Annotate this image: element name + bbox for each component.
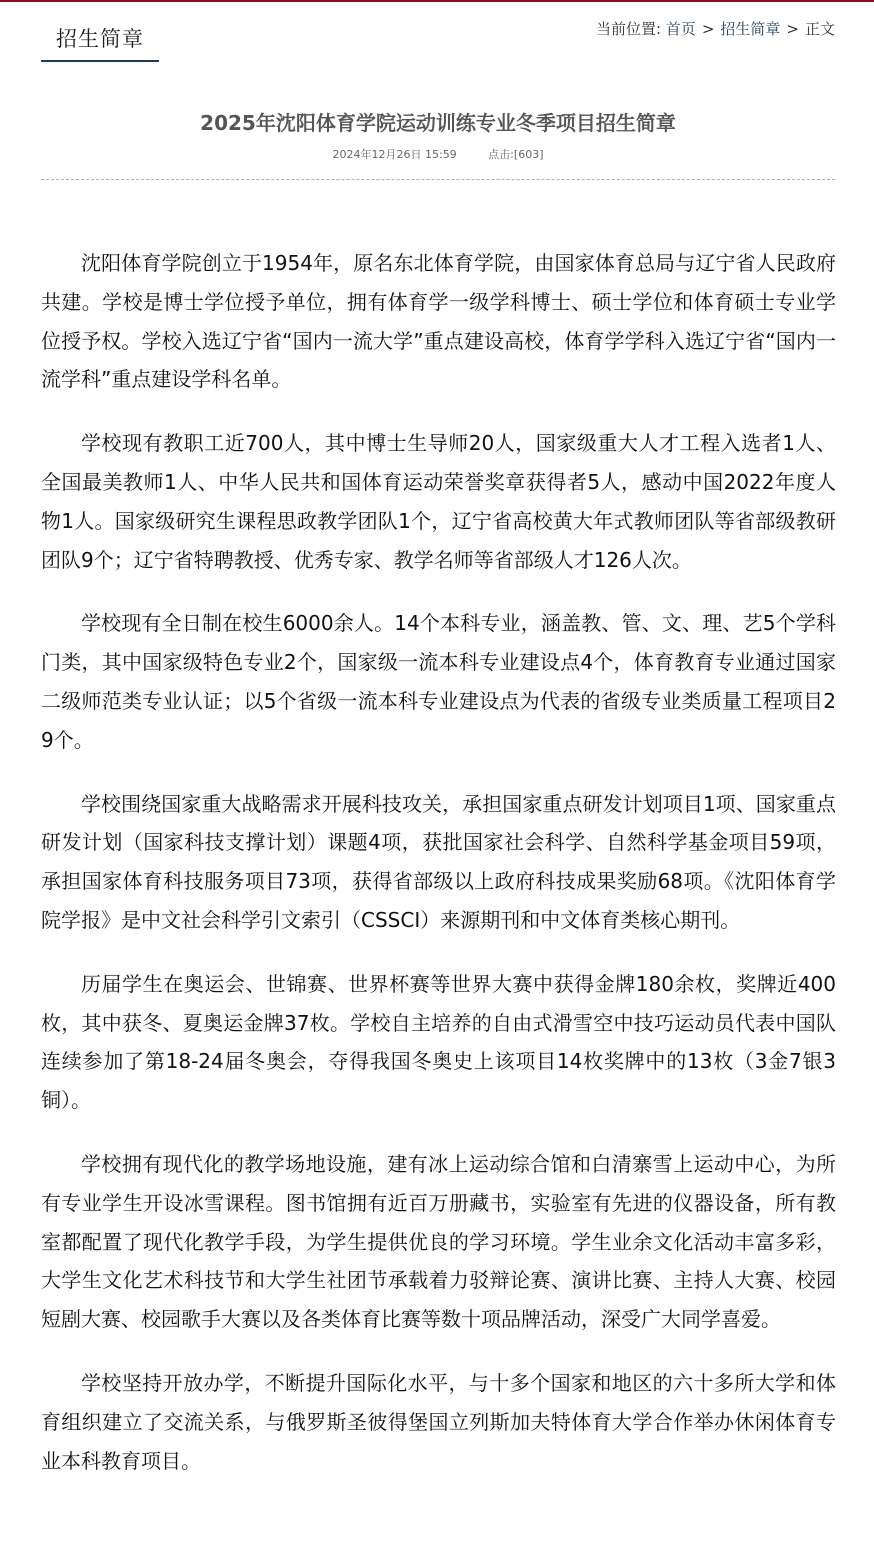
publish-date: 2024年12月26日 15:59	[332, 148, 457, 161]
article-paragraph: 学校拥有现代化的教学场地设施，建有冰上运动综合馆和白清寨雪上运动中心，为所有专业学生开设冰雪课程。图书馆拥有近百万册藏书，实验室有先进的仪器设备，所有教室都配置了现代化教学手段，为学生提供优良的学习环境。学生业余文化活动丰富多彩，大学生文化艺术科技节和大学生社团节承载着力驳辩论赛、演讲比赛、主持人大赛、校园短剧大赛、校园歌手大赛以及各类体育比赛等数十项品牌活动，深受广大同学喜爱。	[41, 1151, 836, 1332]
breadcrumb-home-link[interactable]: 首页	[665, 20, 696, 38]
breadcrumb-admissions-link[interactable]: 招生简章	[720, 20, 781, 38]
hits-count: [603]	[513, 148, 544, 161]
breadcrumb-prefix: 当前位置:	[595, 20, 662, 38]
article-paragraph: 学校现有教职工近700人，其中博士生导师20人，国家级重大人才工程入选者1人、全国最美教师1人、中华人民共和国体育运动荣誉奖章获得者5人，感动中国2022年度人物1人。国家级研究生课程思政教学团队1个，辽宁省高校黄大年式教师团队等省部级教研团队9个；辽宁省特聘教授、优秀专家、教学名师等省部级人才126人次。	[41, 431, 836, 572]
article-body	[41, 244, 836, 1505]
breadcrumb-current: 正文	[804, 20, 835, 38]
section-title: 招生简章	[41, 24, 159, 62]
top-accent-bar	[0, 0, 874, 2]
article-paragraph: 学校围绕国家重大战略需求开展科技攻关，承担国家重点研发计划项目1项、国家重点研发计划（国家科技支撑计划）课题4项，获批国家社会科学、自然科学基金项目59项，承担国家体育科技服务项目73项，获得省部级以上政府科技成果奖励68项。《沈阳体育学院学报》是中文社会科学引文索引（CSSCI）来源期刊和中文体育类核心期刊。	[41, 791, 836, 932]
breadcrumb-separator: >	[701, 20, 715, 38]
article-meta	[41, 146, 835, 164]
hits-label: 点击:	[488, 148, 514, 161]
article-paragraph: 学校现有全日制在校生6000余人。14个本科专业，涵盖教、管、文、理、艺5个学科门类，其中国家级特色专业2个，国家级一流本科专业建设点4个，体育教育专业通过国家二级师范类专业认证；以5个省级一流本科专业建设点为代表的省级专业类质量工程项目29个。	[41, 611, 836, 752]
breadcrumb-separator: >	[786, 20, 799, 38]
article-paragraph: 历届学生在奥运会、世锦赛、世界杯赛等世界大赛中获得金牌180余枚，奖牌近400枚，其中获冬、夏奥运金牌37枚。学校自主培养的自由式滑雪空中技巧运动员代表中国队连续参加了第18-24届冬奥会，夺得我国冬奥史上该项目14枚奖牌中的13枚（3金7银3铜）。	[41, 971, 836, 1113]
section-header	[41, 12, 835, 62]
article-paragraph: 学校坚持开放办学，不断提升国际化水平，与十多个国家和地区的六十多所大学和体育组织建立了交流关系，与俄罗斯圣彼得堡国立列斯加夫特体育大学合作举办休闲体育专业本科教育项目。	[41, 1370, 836, 1473]
article-title: 2025年沈阳体育学院运动训练专业冬季项目招生简章	[200, 111, 676, 135]
title-divider	[41, 179, 835, 180]
breadcrumb	[596, 19, 835, 39]
article-paragraph: 沈阳体育学院创立于1954年，原名东北体育学院，由国家体育总局与辽宁省人民政府共建。学校是博士学位授予单位，拥有体育学一级学科博士、硕士学位和体育硕士专业学位授予权。学校入选辽宁省“国内一流大学”重点建设高校，体育学学科入选辽宁省“国内一流学科”重点建设学科名单。	[41, 251, 836, 392]
